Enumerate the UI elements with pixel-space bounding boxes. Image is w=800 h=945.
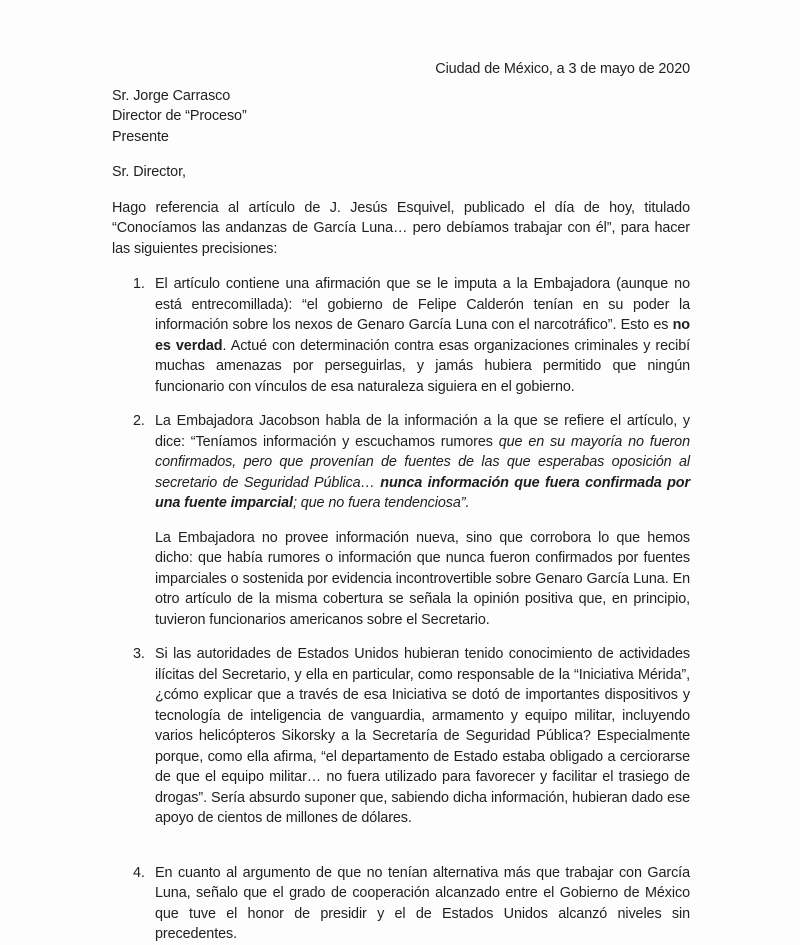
item-text [155, 411, 690, 630]
item-number: 2. [133, 413, 145, 429]
recipient-title: Director de “Proceso” [112, 108, 247, 124]
italic-run: ; que no fuera tendenciosa”. [292, 495, 470, 511]
text-run: La Embajadora Jacobson habla de la información a la que se refiere el artículo, y dice: “Teníamos información y escuchamos rumores [155, 413, 690, 450]
item2-continuation-paragraph: La Embajadora no provee información nueva, sino que corrobora lo que hemos dicho: que había rumores o información que nunca fueron confirmados por fuentes imparciales o sostenida por evidencia incontrovertible sobre Genaro García Luna. En otro artículo de la misma cobertura se señala la opinión positiva que, en principio, tuvieron funcionarios americanos sobre el Secretario. [155, 529, 690, 628]
list-item-1 [112, 274, 690, 397]
italic-run: que en su mayoría no fueron confirmados, pero que provenían de fuentes de las que esperabas oposición al secretario de Seguridad Pública… [155, 433, 690, 491]
item-text [155, 863, 690, 945]
text-run: . Actué con determinación contra esas organizaciones criminales y recibí muchas amenazas por perseguirlas, y jamás hubiera permitido que ningún funcionario con vínculos de esa naturaleza siguiera en el gobierno. [155, 337, 691, 395]
recipient-name: Sr. Jorge Carrasco [112, 87, 231, 104]
recipient-presente: Presente [112, 128, 169, 145]
text-run: Si las autoridades de Estados Unidos hubieran tenido conocimiento de actividades ilícitas del Secretario, y ella en particular, como responsable de la “Iniciativa Mérida”, ¿cómo explicar que a través de esa Iniciativa se dotó de importantes dispositivos y tecnología de inteligencia de vanguardia, armamento y equipo militar, incluyendo varios helicópteros Sikorsky a la Secretaría de Seguridad Pública? Especialmente porque, como ella afirma, “el departamento de Estado estaba obligado a cerciorarse de que el equipo militar… no fuera utilizado para favorecer y facilitar el trasiego de drogas”. Sería absurdo suponer que, sabiendo dicha información, hubieran dado ese apoyo de cientos de millones de dólares. [155, 646, 690, 826]
item-number: 4. [133, 864, 145, 881]
item-text [155, 644, 690, 829]
list-item-3 [112, 644, 690, 829]
text-run: El artículo contiene una afirmación que se le imputa a la Embajadora (aunque no está entrecomillada): “el gobierno de Felipe Calderón tenían en su poder la información sobre los nexos de Genaro García Luna con el narcotráfico”. Esto es [155, 276, 690, 333]
bold-run: no es verdad [155, 317, 690, 354]
recipient-block [112, 86, 690, 148]
text-run: En cuanto al argumento de que no tenían alternativa más que trabajar con García Luna, señalo que el grado de cooperación alcanzado entre el Gobierno de México que tuve el honor de presidir y el de Estados Unidos alcanzó niveles sin precedentes. [155, 864, 690, 942]
item-text [155, 274, 690, 397]
numbered-list [112, 274, 690, 945]
list-item-2 [112, 411, 690, 630]
bold-italic-run: nunca información que fuera confirmada por una fuente imparcial [155, 474, 690, 511]
list-item-4 [112, 863, 690, 945]
date-line: Ciudad de México, a 3 de mayo de 2020 [435, 61, 690, 77]
salutation: Sr. Director, [112, 164, 186, 180]
item-number: 3. [133, 646, 145, 662]
item-quote-paragraph [155, 411, 690, 514]
item-number: 1. [133, 276, 145, 292]
intro-paragraph: Hago referencia al artículo de J. Jesús Esquivel, publicado el día de hoy, titulado “Conocíamos las andanzas de García Luna… pero debíamos trabajar con él”, para hacer las siguientes precisiones: [112, 199, 690, 257]
